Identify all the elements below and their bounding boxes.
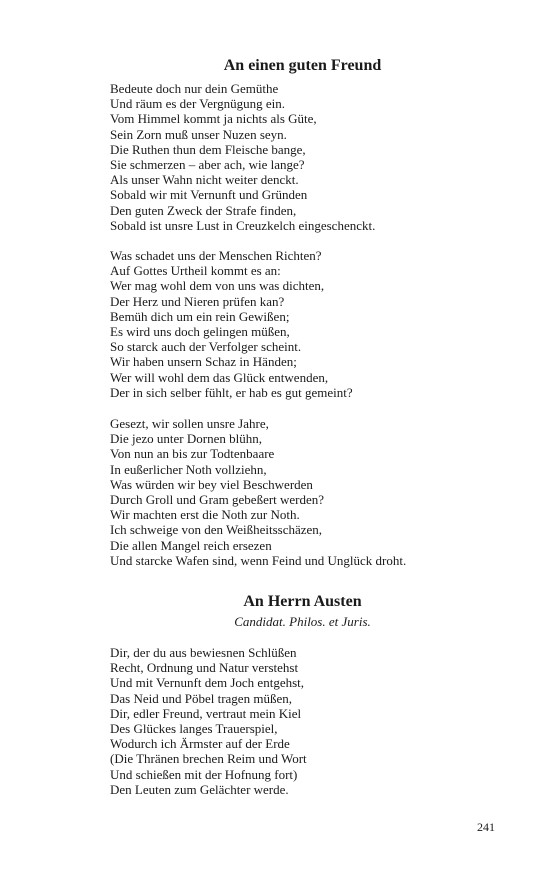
poem-line: Sobald wir mit Vernunft und Gründen (110, 187, 308, 203)
page-number: 241 (477, 820, 495, 834)
poem-line: Vom Himmel kommt ja nichts als Güte, (110, 111, 317, 127)
poem-line: Bemüh dich um ein rein Gewißen; (110, 308, 290, 324)
poem-line: Gesezt, wir sollen unsre Jahre, (110, 416, 269, 431)
poem-line: Des Glückes langes Trauerspiel, (110, 721, 278, 737)
poem-line: Was würden wir bey viel Beschwerden (110, 476, 313, 492)
poem-line: Und starcke Wafen sind, wenn Feind und Unglück droht. (110, 552, 407, 568)
poem-line: Es wird uns doch gelingen müßen, (110, 324, 290, 340)
poem-line: Als unser Wahn nicht weiter denckt. (110, 172, 299, 188)
poem-line: Wir machten erst die Noth zur Noth. (110, 507, 300, 523)
poem-line: Und schießen mit der Hofnung fort) (110, 766, 298, 782)
poem-line: Dir, der du aus bewiesnen Schlüßen (110, 645, 297, 660)
poem-line: Auf Gottes Urtheil kommt es an: (110, 263, 281, 279)
poem-line: Und mit Vernunft dem Joch entgehst, (110, 675, 305, 691)
poem-line: Ich schweige von den Weißheitsschäzen, (110, 522, 323, 538)
stanza (110, 248, 353, 400)
poem-line: Die Ruthen thun dem Fleische bange, (110, 141, 306, 157)
poem-line: Wer will wohl dem das Glück entwenden, (110, 369, 329, 385)
stanza (110, 416, 406, 568)
poem-line: Sie schmerzen – aber ach, wie lange? (110, 157, 305, 173)
poem-line: So starck auch der Verfolger scheint. (110, 339, 302, 355)
poem-line: Und räum es der Vergnügung ein. (110, 96, 285, 112)
poem-line: Den Leuten zum Gelächter werde. (110, 781, 289, 797)
poem-line: Sein Zorn muß unser Nuzen seyn. (110, 126, 287, 142)
poem-line: Wir haben unsern Schaz in Händen; (110, 354, 297, 370)
poem-line: Bedeute doch nur dein Gemüthe (110, 81, 279, 96)
poem-line: Dir, edler Freund, vertraut mein Kiel (110, 705, 302, 721)
poem-line: Die jezo unter Dornen blühn, (110, 431, 262, 447)
poem-line: Das Neid und Pöbel tragen müßen, (110, 690, 292, 706)
poem-line: Der in sich selber fühlt, er hab es gut gemeint? (110, 384, 353, 400)
stanza (110, 645, 307, 797)
poem-line: Von nun an bis zur Todtenbaare (110, 446, 275, 462)
poem-title: An einen guten Freund (223, 57, 382, 74)
poem-line: (Die Thränen brechen Reim und Wort (110, 751, 307, 767)
poem-line: Sobald ist unsre Lust in Creuzkelch eingeschenckt. (110, 217, 376, 233)
poem-line: Wodurch ich Ärmster auf der Erde (110, 736, 290, 752)
poem-line: In eußerlicher Noth vollziehn, (110, 461, 267, 477)
poem-line: Recht, Ordnung und Natur verstehst (110, 660, 299, 676)
poem-line: Was schadet uns der Menschen Richten? (110, 248, 322, 263)
poem-dedication: Candidat. Philos. et Juris. (234, 614, 371, 629)
poem-line: Den guten Zweck der Strafe finden, (110, 202, 297, 218)
poem-line: Durch Groll und Gram gebeßert werden? (110, 492, 325, 508)
poem-title: An Herrn Austen (243, 593, 362, 610)
poem-line: Wer mag wohl dem von uns was dichten, (110, 278, 325, 294)
poem-line: Die allen Mangel reich ersezen (110, 537, 272, 553)
poem-line: Der Herz und Nieren prüfen kan? (110, 293, 285, 309)
stanza (110, 81, 375, 233)
